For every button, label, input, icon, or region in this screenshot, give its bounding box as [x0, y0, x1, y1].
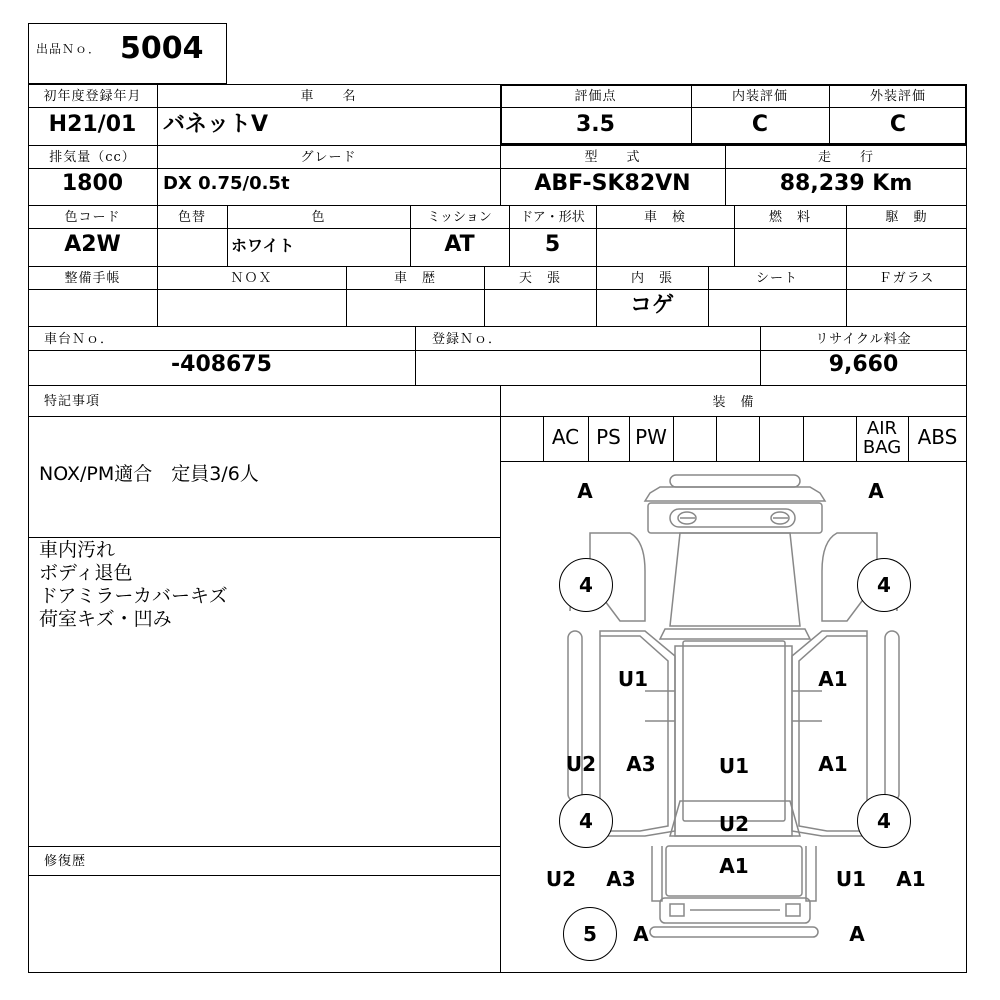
tire-front-right: 4: [857, 558, 911, 612]
maintenance-label: 整備手帳: [64, 271, 121, 286]
damage-code: A3: [606, 867, 636, 891]
damage-code: U2: [565, 752, 597, 776]
exterior-score-label: 外装評価: [869, 89, 926, 104]
color-label: 色: [311, 210, 326, 225]
tire-rear-right: 4: [857, 794, 911, 848]
mission-value: AT: [444, 232, 475, 257]
notes-item: ボディ退色: [39, 562, 133, 584]
grade-label: グレード: [300, 150, 357, 165]
color-value: ホワイト: [231, 236, 295, 255]
mileage-label: 走 行: [817, 150, 874, 165]
seat-label: シート: [755, 271, 798, 286]
damage-code: A1: [818, 752, 848, 776]
equipment-ac: AC: [551, 425, 580, 449]
damage-code: A: [868, 479, 884, 503]
damage-code: A1: [896, 867, 926, 891]
interior-trim-label: 内 張: [630, 271, 673, 286]
inspection-label: 車 検: [643, 210, 686, 225]
glass-label: Ｆガラス: [878, 271, 935, 286]
color-code-value: A2W: [64, 232, 121, 257]
color-code-label: 色コード: [64, 210, 121, 225]
headliner-label: 天 張: [518, 271, 561, 286]
recycle-label: リサイクル料金: [815, 332, 912, 347]
mission-label: ミッション: [427, 210, 492, 225]
tire-rear-left: 4: [559, 794, 613, 848]
history-label: 車 歴: [393, 271, 436, 286]
damage-code: A1: [719, 854, 749, 878]
damage-code: A: [633, 922, 649, 946]
displacement-value: 1800: [61, 171, 124, 196]
year-value: H21/01: [48, 112, 137, 137]
damage-code: U1: [835, 867, 867, 891]
equipment-airbag: AIR BAG: [862, 418, 902, 458]
interior-score-label: 内装評価: [731, 89, 788, 104]
grade-value: DX 0.75/0.5t: [163, 173, 290, 194]
damage-code: A3: [626, 752, 656, 776]
car-name-value: バネットV: [163, 112, 269, 137]
fuel-label: 燃 料: [768, 210, 811, 225]
chassis-label: 車台Ｎｏ．: [44, 332, 115, 347]
damage-code: U2: [718, 812, 750, 836]
year-label: 初年度登録年月: [43, 89, 142, 104]
recycle-value: 9,660: [828, 352, 899, 377]
tire-spare: 5: [563, 907, 617, 961]
displacement-label: 排気量（cc）: [49, 150, 136, 165]
damage-code: A1: [818, 667, 848, 691]
notes-item: 車内汚れ: [39, 539, 116, 561]
damage-code: U2: [545, 867, 577, 891]
score-value: 3.5: [576, 112, 615, 137]
notes-item: ドアミラーカバーキズ: [39, 585, 228, 607]
reg-label: 登録Ｎｏ．: [432, 332, 503, 347]
car-name-label: 車 名: [300, 89, 357, 104]
drive-label: 駆 動: [885, 210, 928, 225]
model-label: 型 式: [584, 150, 641, 165]
lot-number-label: 出品Ｎｏ．: [36, 42, 102, 56]
model-value: ABF-SK82VN: [534, 171, 691, 196]
damage-code: U1: [718, 754, 750, 778]
doors-label: ドア・形状: [520, 210, 585, 225]
equipment-label: 装 備: [712, 395, 755, 410]
equipment-abs: ABS: [917, 425, 958, 449]
equipment-pw: PW: [635, 425, 667, 449]
damage-code: A: [849, 922, 865, 946]
notes-item: 荷室キズ・凹み: [39, 608, 172, 630]
mileage-value: 88,239 Km: [779, 171, 913, 196]
damage-code: A: [577, 479, 593, 503]
chassis-value: -408675: [171, 352, 272, 377]
nox-label: ＮＯＸ: [230, 271, 273, 286]
repaint-label: 色替: [177, 210, 206, 225]
damage-code: U1: [617, 667, 649, 691]
doors-value: 5: [544, 232, 561, 257]
notes-line-1: NOX/PM適合 定員3/6人: [39, 463, 259, 485]
tire-front-left: 4: [559, 558, 613, 612]
repair-history-label: 修復歴: [44, 854, 87, 869]
equipment-ps: PS: [596, 425, 621, 449]
notes-label: 特記事項: [44, 394, 101, 409]
vehicle-diagram: [500, 461, 967, 973]
lot-number-value: 5004: [120, 31, 204, 66]
score-label: 評価点: [574, 89, 617, 104]
exterior-score-value: C: [889, 112, 907, 137]
interior-trim-value: コゲ: [629, 293, 674, 318]
interior-score-value: C: [751, 112, 769, 137]
